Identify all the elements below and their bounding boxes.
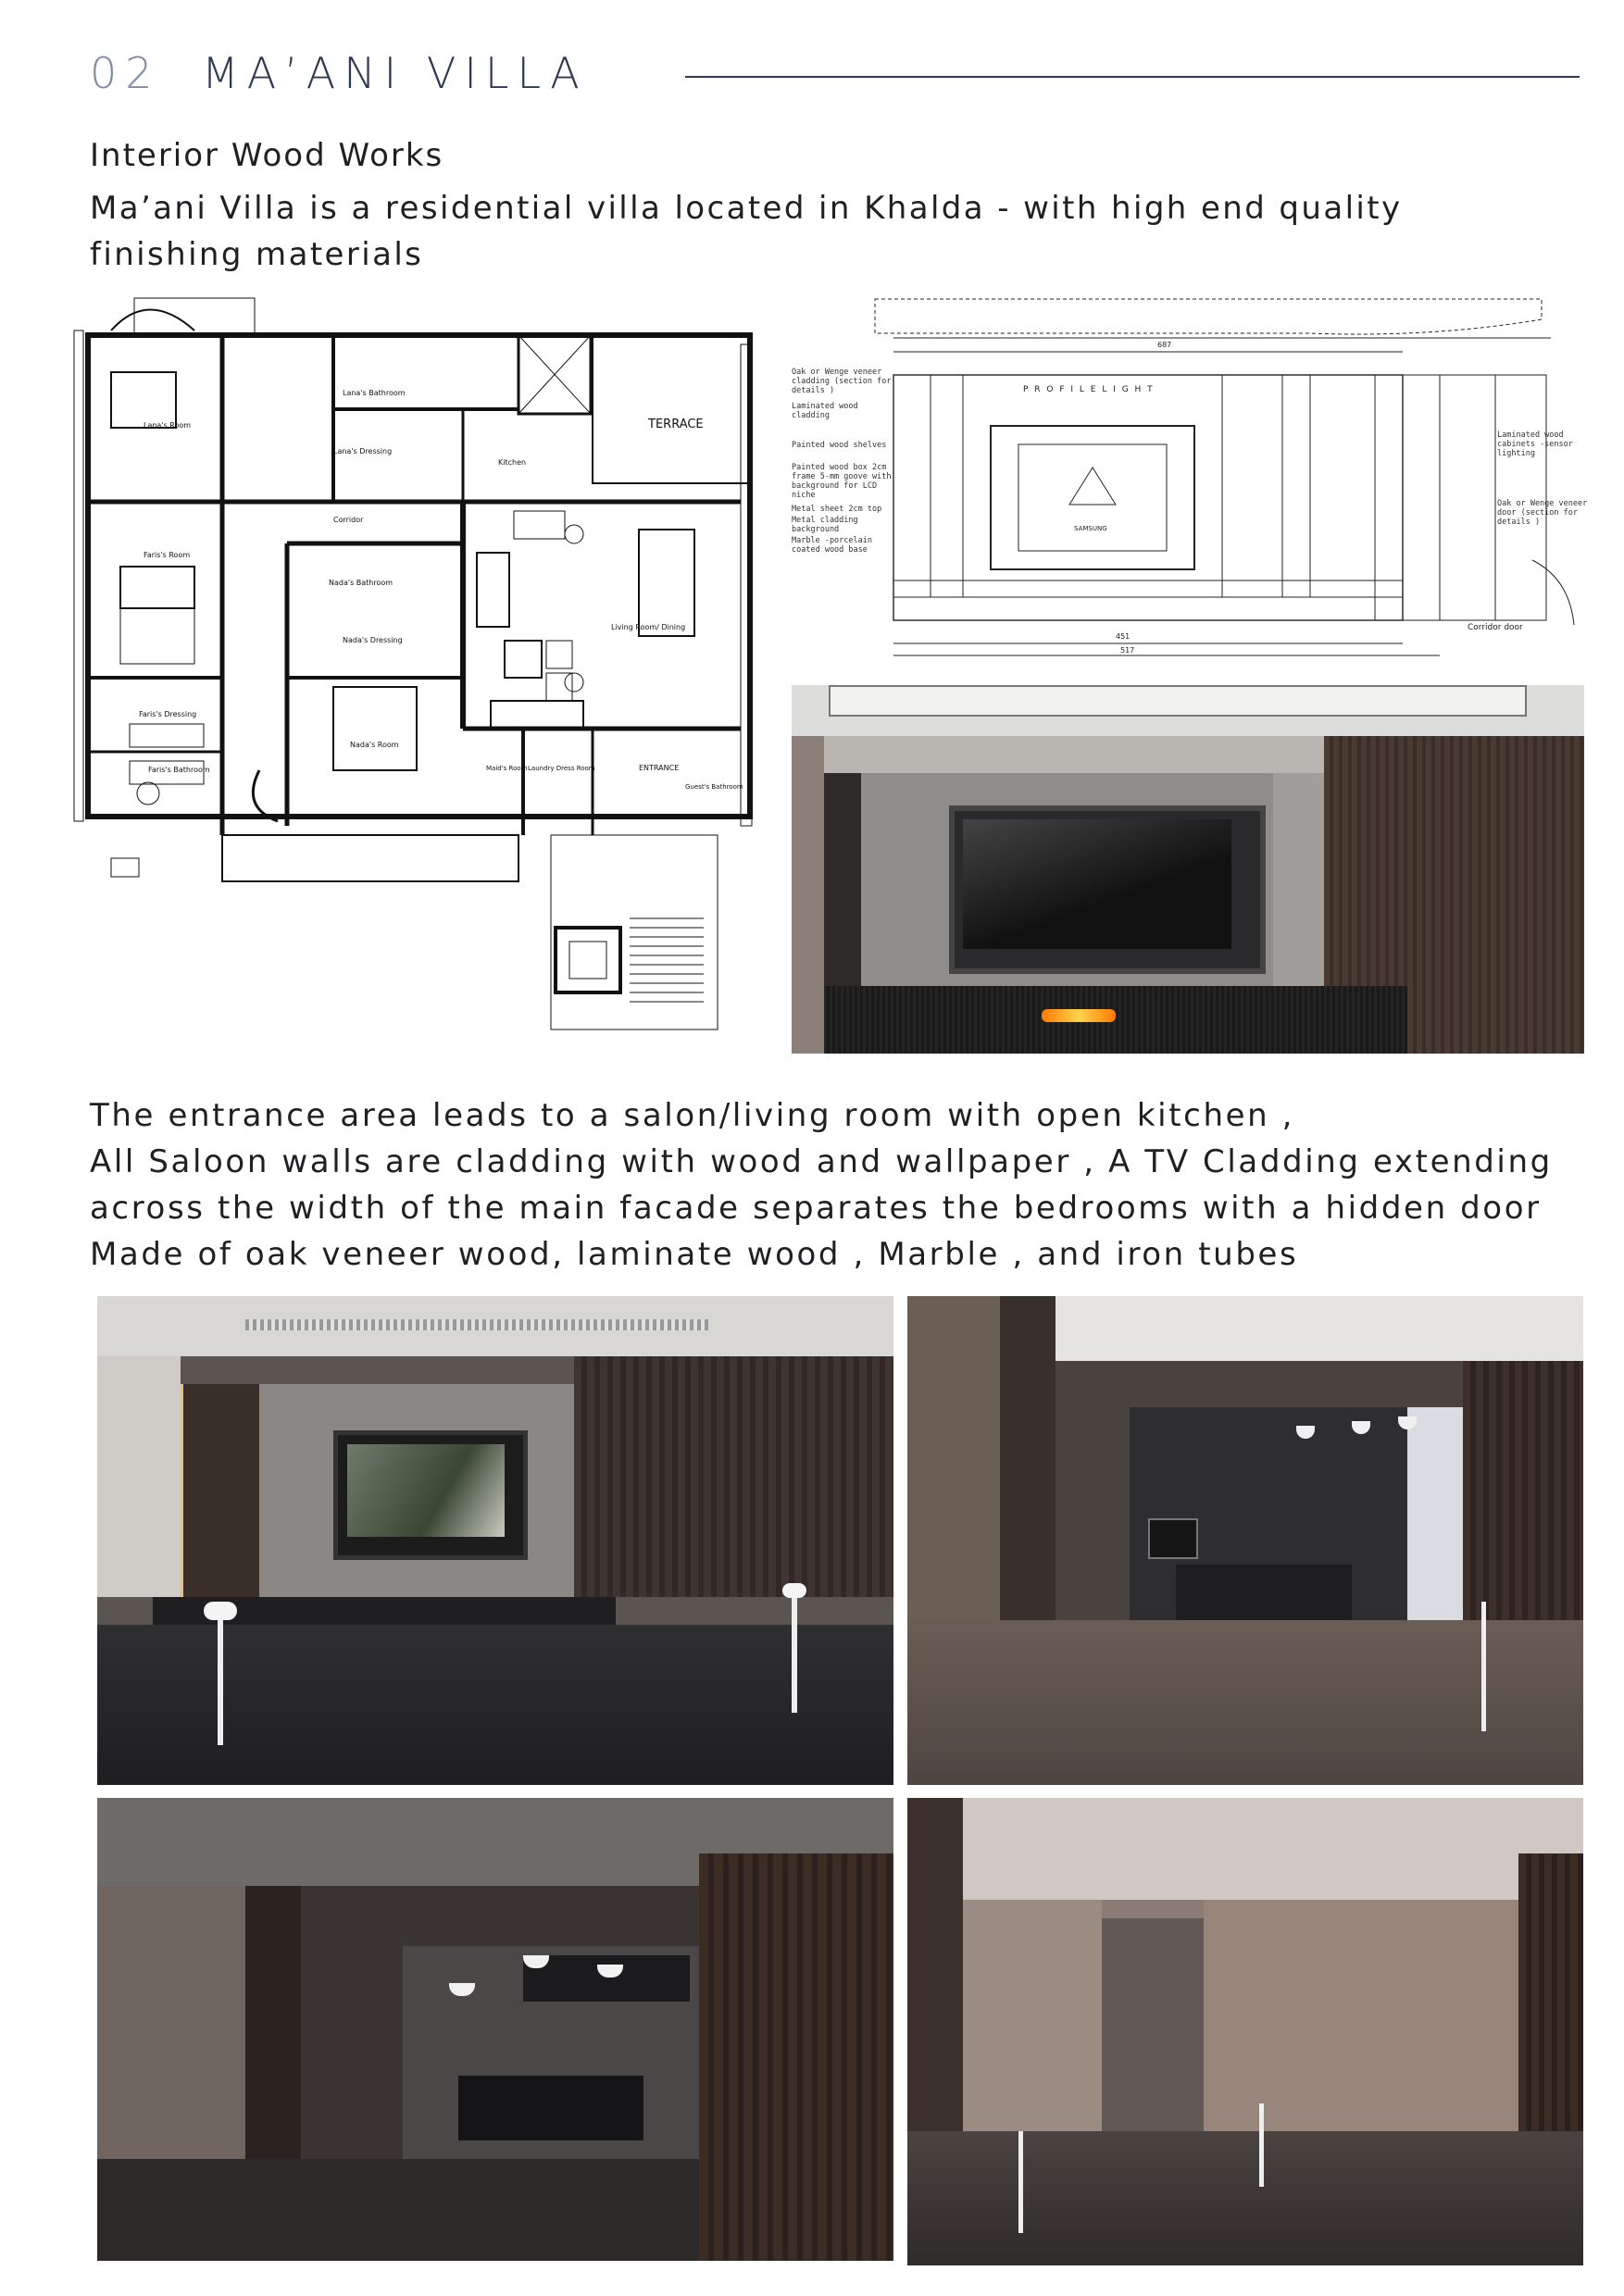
- room-faris-room: Faris's Room: [144, 551, 191, 559]
- description-line: The entrance area leads to a salon/living room with open kitchen ,: [90, 1097, 1295, 1134]
- intro-line: Ma’ani Villa is a residential villa located in Khalda - with high end quality: [90, 190, 1403, 227]
- room-nadas-room: Nada's Room: [350, 741, 399, 749]
- photo-kitchen-dark: [97, 1798, 893, 2261]
- room-guest-bathroom: Guest's Bathroom: [685, 783, 743, 791]
- dim-bottom-2: 517: [1120, 646, 1135, 655]
- room-entrance: ENTRANCE: [639, 764, 680, 772]
- description-line: Made of oak veneer wood, laminate wood , Marble , and iron tubes: [90, 1236, 1299, 1273]
- room-nadas-bathroom: Nada's Bathroom: [329, 579, 394, 587]
- section-number: 02: [90, 48, 161, 98]
- dim-bottom-1: 451: [1116, 632, 1131, 641]
- description-line: All Saloon walls are cladding with wood and wallpaper , A TV Cladding extending: [90, 1143, 1553, 1180]
- photo-hall-view: [907, 1798, 1583, 2265]
- intro-paragraph: [90, 185, 1534, 278]
- room-kitchen: Kitchen: [498, 458, 527, 467]
- description-paragraph: [90, 1092, 1608, 1278]
- profile-light-label: P R O F I L E L I G H T: [1023, 385, 1155, 394]
- note-oak-veneer: Oak or Wenge veneer cladding (section for details ): [792, 368, 892, 395]
- note-painted-box: Painted wood box 2cm frame 5-mm goove with background for LCD niche: [792, 463, 892, 500]
- intro-line: finishing materials: [90, 236, 424, 273]
- room-maid: Maid's Room: [486, 765, 528, 772]
- note-oak-door: Oak or Wenge veneer door (section for details ): [1497, 499, 1588, 527]
- corridor-door-label: Corridor door: [1468, 623, 1523, 632]
- description-line: across the width of the main facade separates the bedrooms with a hidden door: [90, 1190, 1542, 1227]
- room-terrace: TERRACE: [648, 418, 704, 431]
- tv-wall-elevation-drawing: [792, 282, 1588, 662]
- room-lanas-dressing: Lana's Dressing: [333, 447, 393, 455]
- room-laundry: Laundry Dress Room: [528, 765, 595, 772]
- floor-plan: [56, 289, 768, 1046]
- tv-brand-label: SAMSUNG: [1074, 525, 1107, 532]
- page-title: MA’ANI VILLA: [202, 48, 588, 98]
- room-lanas-room: Lana's Room: [144, 421, 192, 430]
- header-rule: [685, 76, 1580, 78]
- room-faris-bathroom: Faris's Bathroom: [148, 766, 210, 774]
- note-marble-base: Marble -porcelain coated wood base: [792, 536, 872, 555]
- note-painted-shelves: Painted wood shelves: [792, 441, 887, 450]
- dim-top: 687: [1157, 341, 1172, 349]
- room-faris-dressing: Faris's Dressing: [139, 710, 197, 718]
- subtitle: Interior Wood Works: [90, 137, 444, 174]
- note-metal-cladding: Metal cladding background: [792, 516, 858, 534]
- note-metal-sheet: Metal sheet 2cm top: [792, 505, 882, 514]
- room-lanas-bathroom: Lana's Bathroom: [343, 389, 406, 397]
- note-laminated: Laminated wood cladding: [792, 402, 858, 420]
- tv-wall-render: [792, 685, 1584, 1054]
- room-corridor: Corridor: [333, 516, 364, 524]
- room-living: Living Room/ Dining: [611, 623, 686, 631]
- photo-kitchen-view: [907, 1296, 1583, 1785]
- note-laminated-cabinets: Laminated wood cabinets -sensor lighting: [1497, 430, 1573, 458]
- room-nadas-dressing: Nada's Dressing: [343, 636, 403, 644]
- photo-living-room-tv-wall: [97, 1296, 893, 1785]
